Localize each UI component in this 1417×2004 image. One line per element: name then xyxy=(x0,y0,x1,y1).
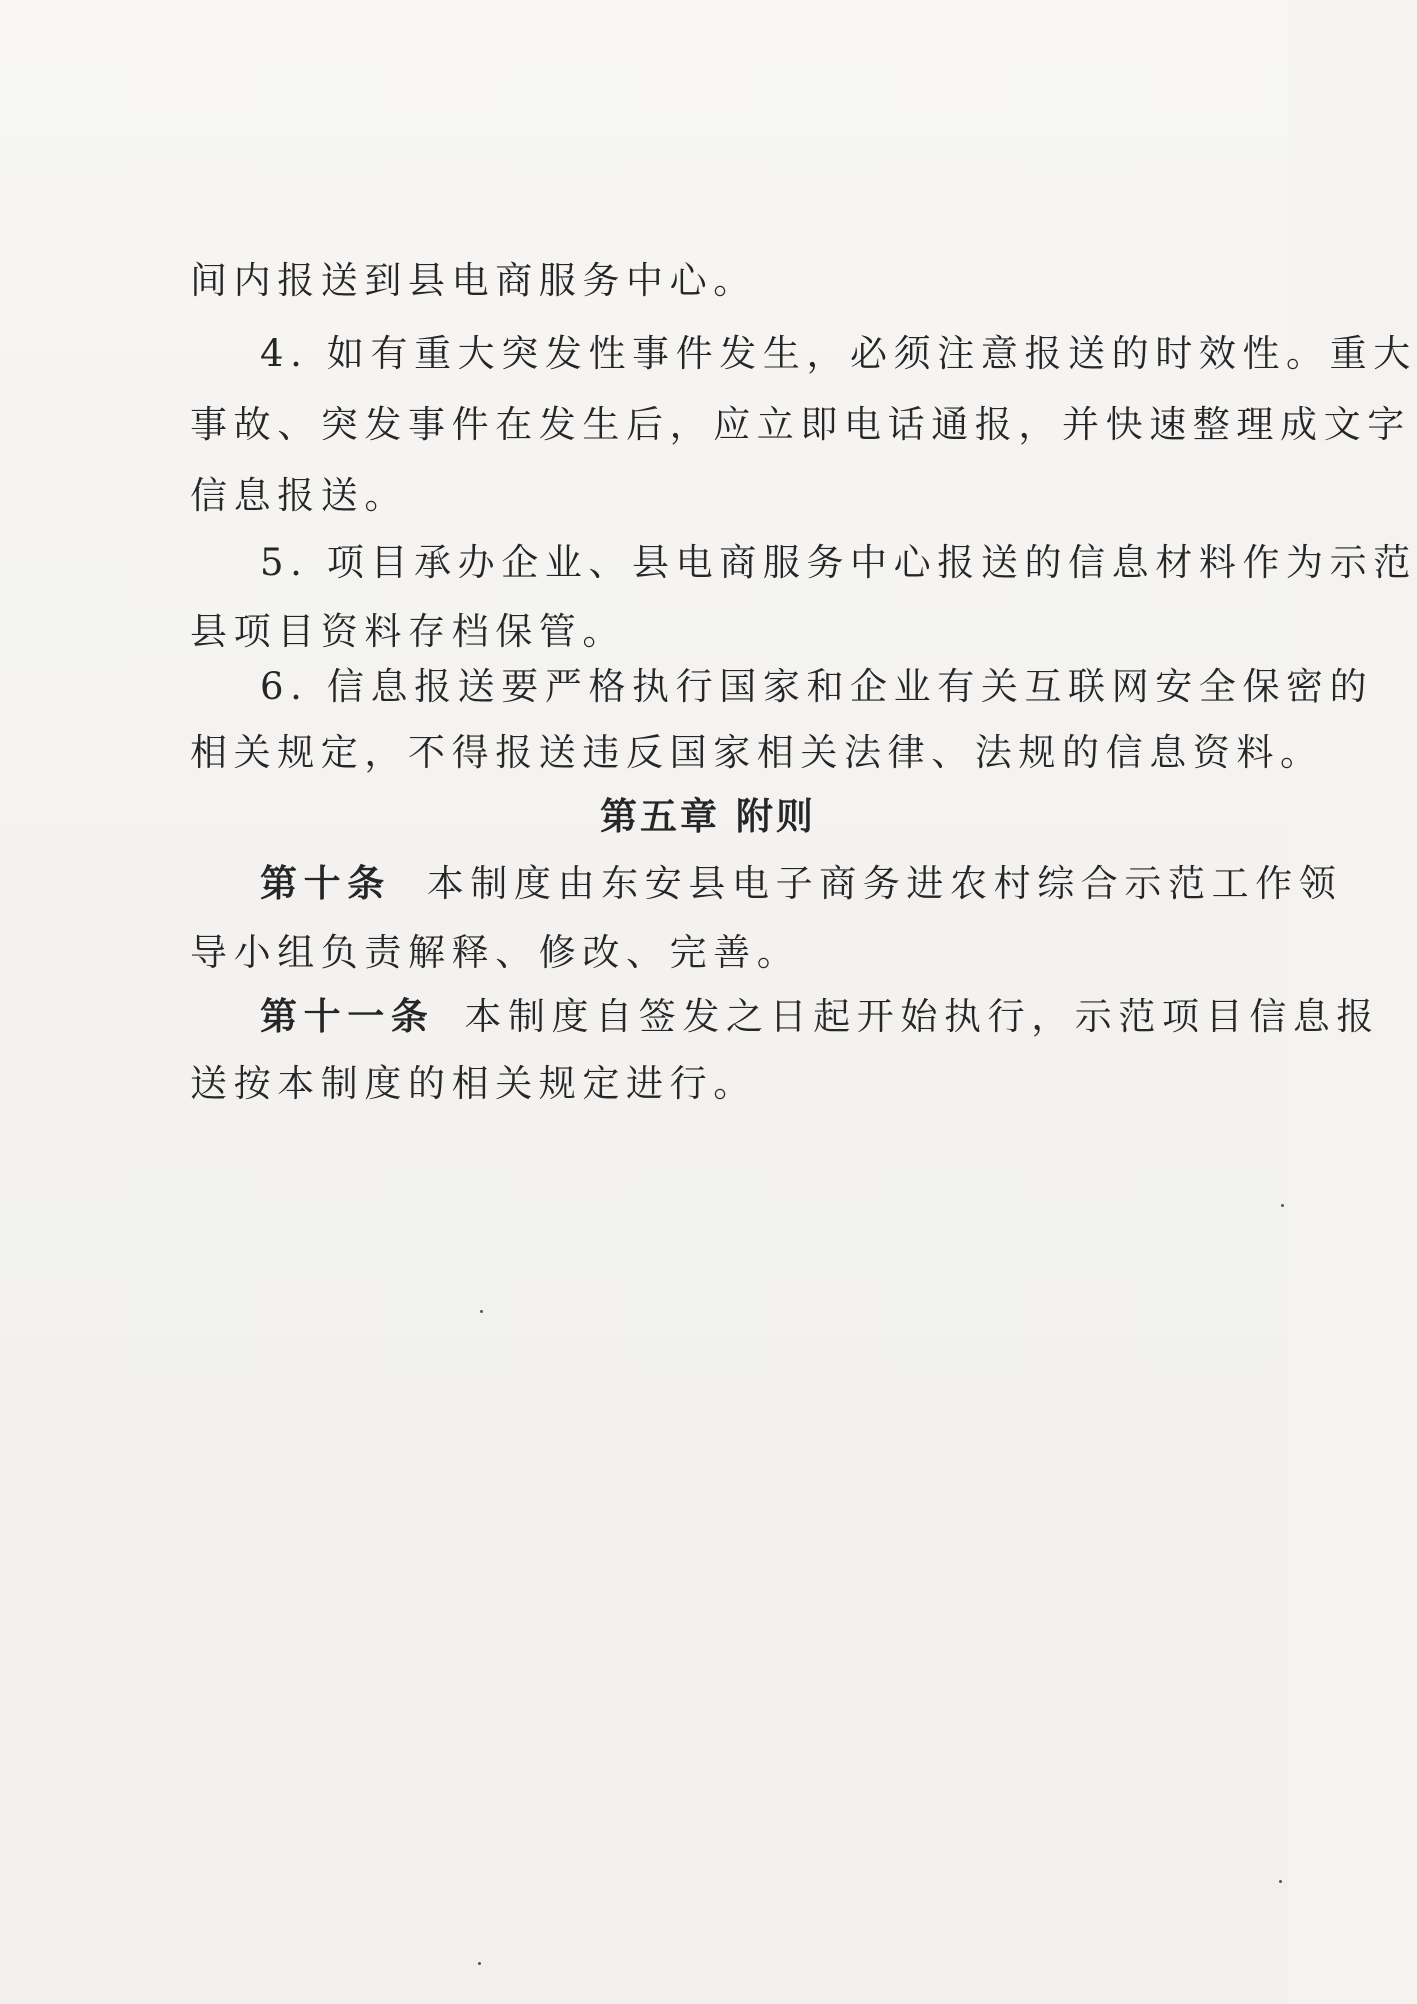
paragraph-4-line-1: 4. 如有重大突发性事件发生，必须注意报送的时效性。重大 xyxy=(260,332,1417,375)
paragraph-6-line-1: 6. 信息报送要严格执行国家和企业有关互联网安全保密的 xyxy=(260,665,1374,708)
paragraph-5-line-2: 县项目资料存档保管。 xyxy=(190,610,626,653)
paragraph-3-tail: 间内报送到县电商服务中心。 xyxy=(190,259,757,302)
article-10-line-1 xyxy=(260,860,1342,906)
paper-speck xyxy=(1279,1880,1282,1883)
article-11-line-2: 送按本制度的相关规定进行。 xyxy=(190,1062,757,1105)
article-11-text: 本制度自签发之日起开始执行，示范项目信息报 xyxy=(464,995,1381,1038)
paragraph-6-line-2: 相关规定，不得报送违反国家相关法律、法规的信息资料。 xyxy=(190,731,1324,774)
article-10-text: 本制度由东安县电子商务进农村综合示范工作领 xyxy=(426,862,1343,905)
paragraph-4-line-2: 事故、突发事件在发生后，应立即电话通报，并快速整理成文字 xyxy=(190,403,1411,446)
article-10-line-2: 导小组负责解释、修改、完善。 xyxy=(190,931,801,974)
paper-speck xyxy=(480,1310,483,1313)
article-10-label: 第十条 xyxy=(260,861,391,905)
paper-speck xyxy=(1281,1204,1284,1207)
paragraph-5-line-1: 5. 项目承办企业、县电商服务中心报送的信息材料作为示范 xyxy=(260,541,1417,584)
chapter-heading: 第五章 附则 xyxy=(600,794,816,838)
article-11-line-1 xyxy=(260,993,1380,1039)
article-11-label: 第十一条 xyxy=(260,994,435,1038)
paragraph-4-line-3: 信息报送。 xyxy=(190,474,408,517)
paper-speck xyxy=(478,1962,481,1965)
